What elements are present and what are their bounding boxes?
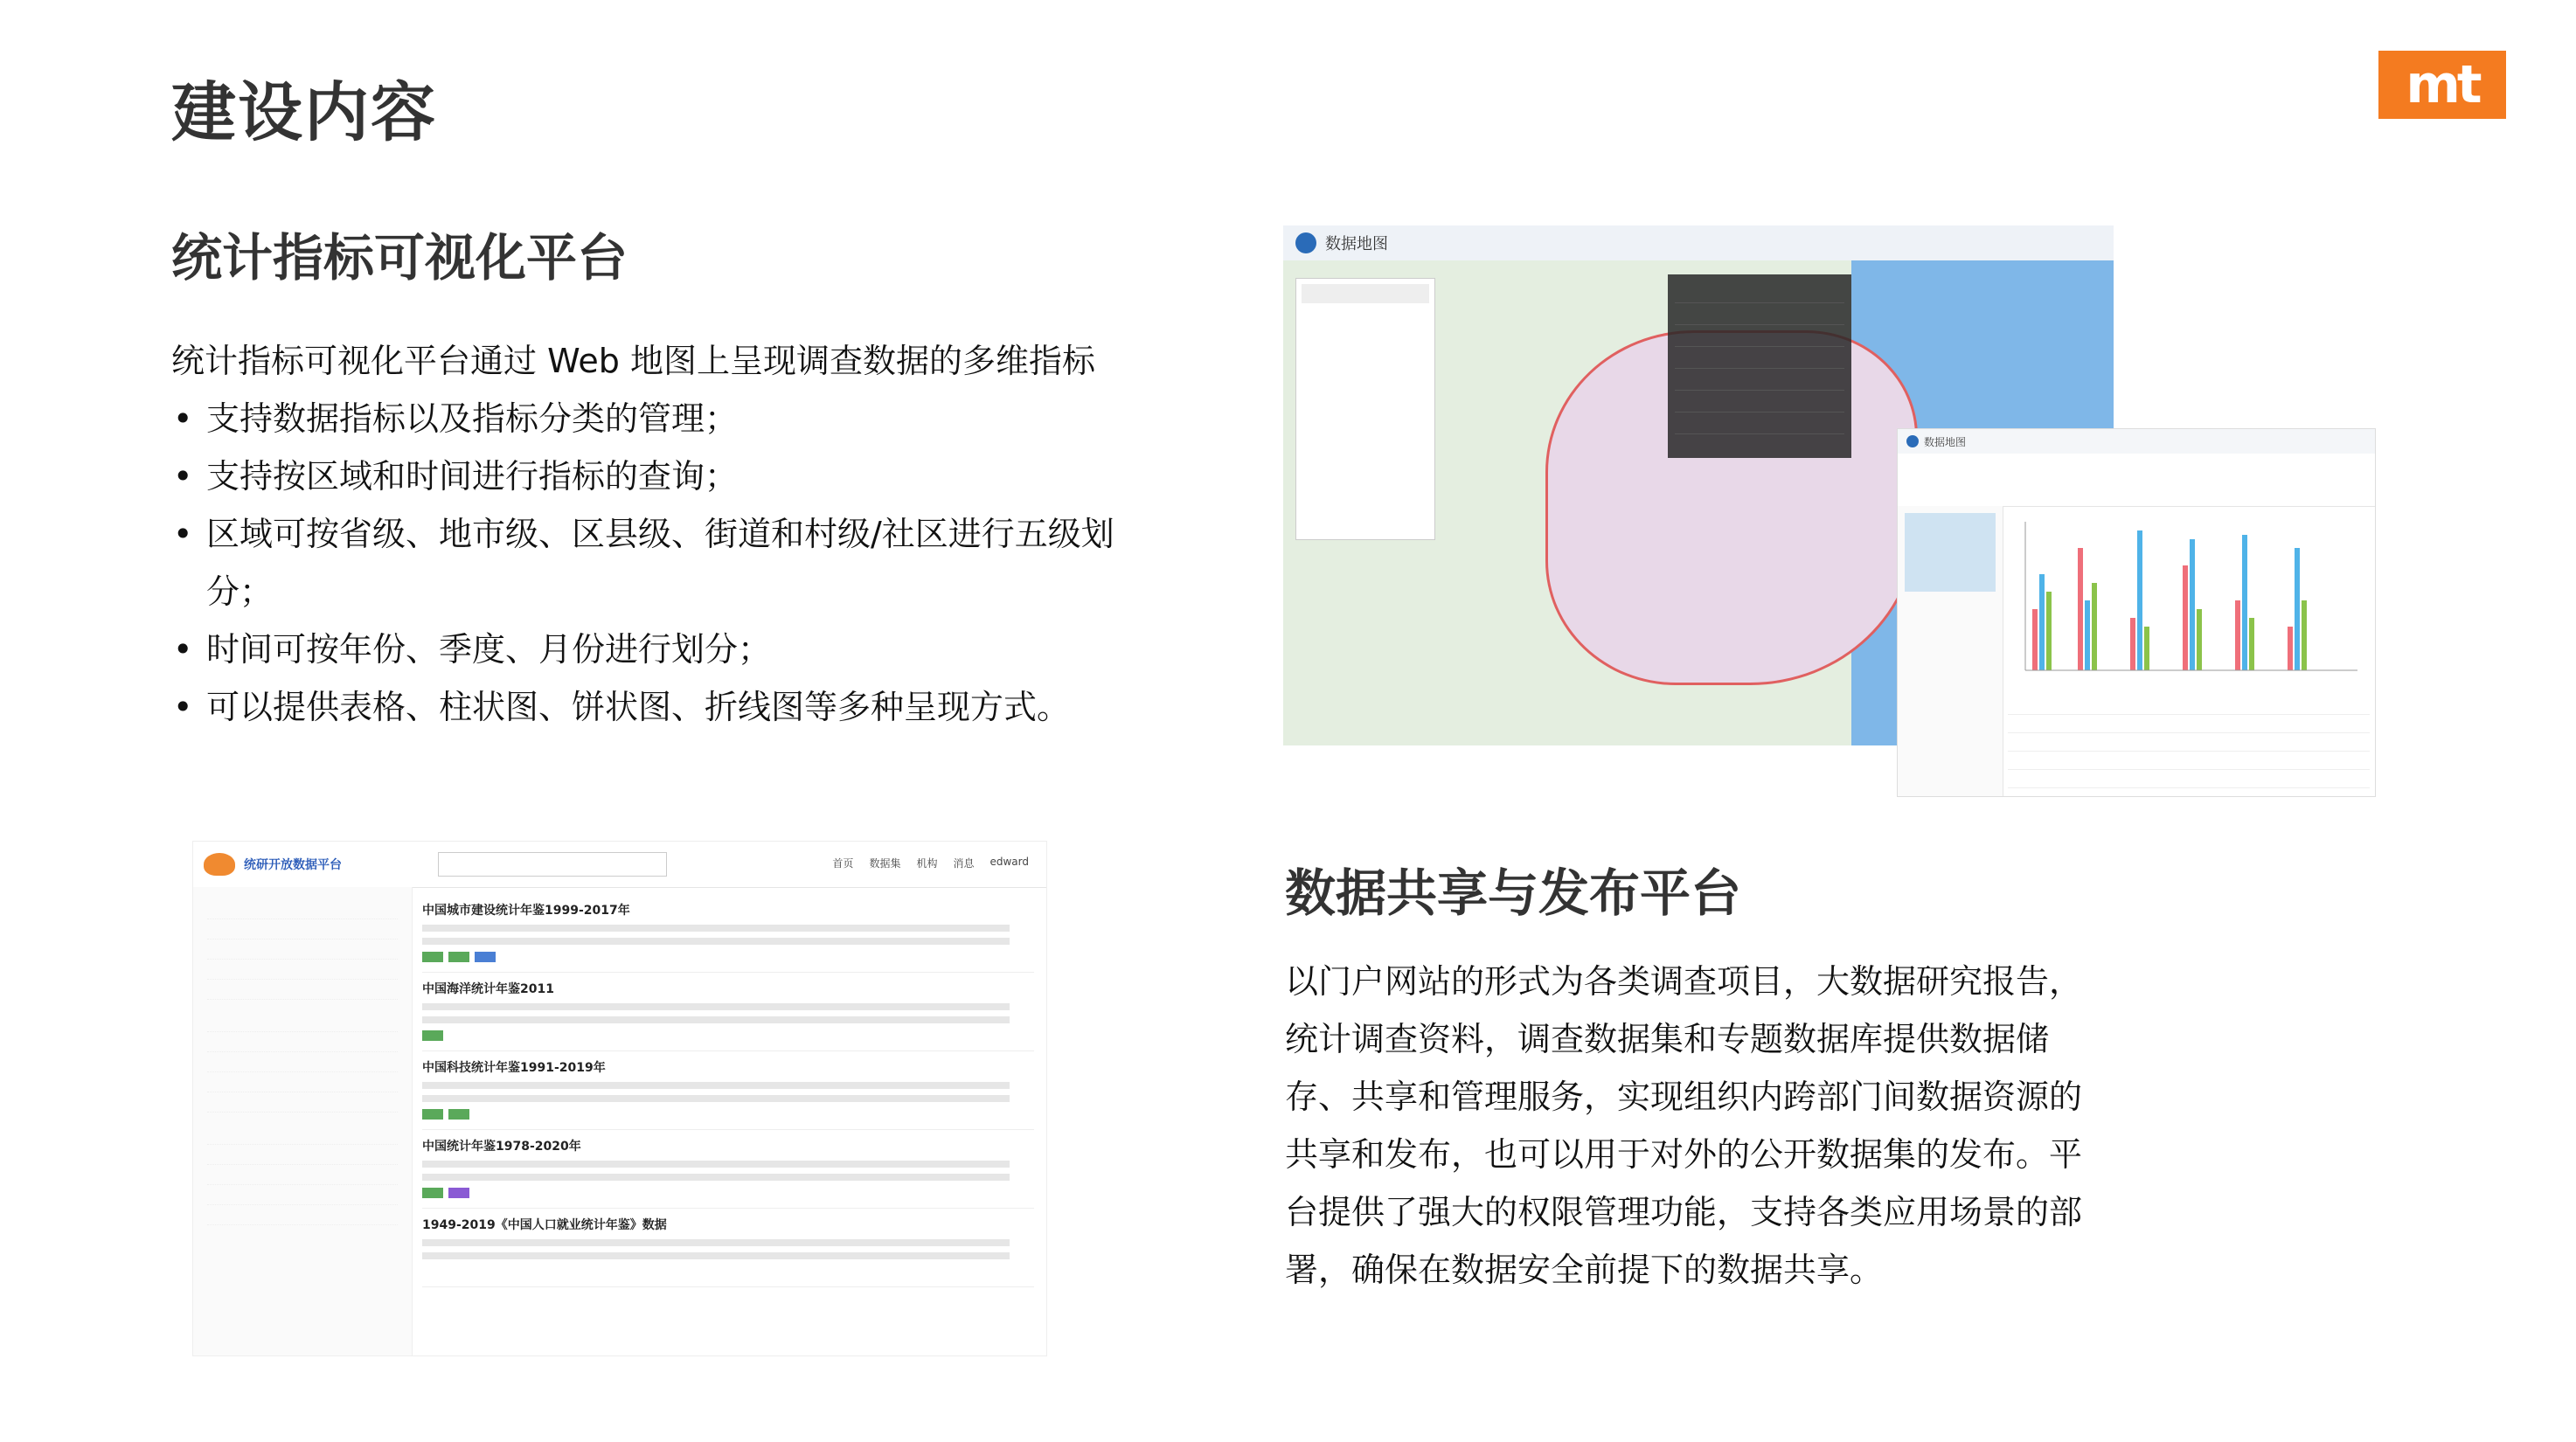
chart-header-title: 数据地图 xyxy=(1924,435,1967,448)
section-heading-visualization: 统计指标可视化平台 xyxy=(171,228,628,288)
filter-row[interactable] xyxy=(207,1012,398,1032)
table-row xyxy=(2008,770,2370,788)
format-tags xyxy=(422,1030,1034,1041)
portal-screenshot xyxy=(192,841,1047,1356)
list-item[interactable] xyxy=(422,1209,1034,1287)
text-line xyxy=(422,1252,1010,1259)
panel-row xyxy=(1302,419,1429,438)
filter-row[interactable] xyxy=(207,1125,398,1145)
table-row xyxy=(2008,752,2370,770)
bar-group xyxy=(2032,530,2307,670)
text-line xyxy=(422,1174,1010,1181)
filter-row[interactable] xyxy=(207,980,398,1000)
panel-row xyxy=(1302,457,1429,476)
cloud-logo-icon xyxy=(204,853,235,876)
chart-header xyxy=(1898,429,2375,454)
tag xyxy=(422,1030,443,1041)
filter-row[interactable] xyxy=(207,1092,398,1113)
mini-map xyxy=(1905,513,1996,592)
filter-row[interactable] xyxy=(207,1032,398,1052)
brand-logo: mt xyxy=(2378,51,2506,119)
bar xyxy=(2242,535,2247,670)
nav-home[interactable]: 首页 xyxy=(832,857,854,870)
bar xyxy=(2183,565,2188,670)
bar xyxy=(2190,539,2195,670)
bar xyxy=(2235,600,2240,670)
list-item[interactable] xyxy=(422,1051,1034,1130)
panel-row xyxy=(1302,322,1429,342)
tag xyxy=(448,952,469,962)
filter-row[interactable] xyxy=(207,899,398,919)
chart-data-table xyxy=(2008,697,2370,788)
tag xyxy=(422,952,443,962)
table-row xyxy=(2008,715,2370,733)
bar xyxy=(2137,530,2142,670)
bar xyxy=(2197,609,2202,670)
section-sharing-text: 以门户网站的形式为各类调查项目，大数据研究报告，统计调查资料，调查数据集和专题数据库提供数据储存、共享和管理服务，实现组织内跨部门间数据资源的共享和发布，也可以用于对外的公开数据集的发布。平台提供了强大的权限管理功能，支持各类应用场景的部署，确保在数据安全前提下的数据共享。 xyxy=(1285,962,2083,1289)
bar xyxy=(2039,574,2045,670)
bar xyxy=(2144,627,2149,670)
chart-screenshot xyxy=(1897,428,2376,797)
nav-messages[interactable]: 消息 xyxy=(953,857,975,870)
text-line xyxy=(422,925,1010,932)
filter-group xyxy=(207,1012,398,1113)
table-row xyxy=(2008,697,2370,715)
feature-item: • 时间可按年份、季度、月份进行划分； xyxy=(171,620,1115,678)
bar xyxy=(2302,600,2307,670)
tag xyxy=(448,1188,469,1198)
popup-row xyxy=(1675,412,1844,434)
popup-row xyxy=(1675,303,1844,325)
chart-filter-bar xyxy=(1898,454,2375,507)
popup-row xyxy=(1675,347,1844,369)
list-item[interactable] xyxy=(422,1130,1034,1209)
portal-dataset-list xyxy=(422,894,1034,1287)
portal-site-name: 统研开放数据平台 xyxy=(244,858,342,872)
filter-row[interactable] xyxy=(207,1145,398,1165)
tag xyxy=(422,1109,443,1120)
bar xyxy=(2288,627,2293,670)
portal-header xyxy=(193,842,1046,888)
popup-row xyxy=(1675,391,1844,412)
filter-row[interactable] xyxy=(207,1165,398,1185)
indicator-tree-panel xyxy=(1295,278,1435,540)
panel-row xyxy=(1302,303,1429,322)
globe-icon xyxy=(1295,232,1316,253)
bar xyxy=(2078,548,2083,670)
dataset-title[interactable]: 中国统计年鉴1978-2020年 xyxy=(422,1140,581,1154)
format-tags xyxy=(422,952,1034,962)
text-line xyxy=(422,938,1010,945)
text-line xyxy=(422,1239,1010,1246)
bar xyxy=(2085,600,2090,670)
nav-datasets[interactable]: 数据集 xyxy=(869,857,901,870)
filter-group xyxy=(207,899,398,1000)
popup-row xyxy=(1675,281,1844,303)
dataset-title[interactable]: 中国城市建设统计年鉴1999-2017年 xyxy=(422,904,630,918)
filter-group xyxy=(207,1125,398,1225)
text-line xyxy=(422,1095,1010,1102)
section-intro: 统计指标可视化平台通过 Web 地图上呈现调查数据的多维指标 xyxy=(171,342,1096,380)
tag xyxy=(475,952,496,962)
map-header xyxy=(1283,225,2114,260)
page-title: 建设内容 xyxy=(171,75,437,150)
panel-row xyxy=(1302,361,1429,380)
popup-row xyxy=(1675,369,1844,391)
panel-row xyxy=(1302,284,1429,303)
tag xyxy=(422,1188,443,1198)
list-item[interactable] xyxy=(422,973,1034,1051)
portal-nav xyxy=(832,856,1029,870)
panel-row xyxy=(1302,342,1429,361)
filter-row[interactable] xyxy=(207,939,398,960)
filter-row[interactable] xyxy=(207,1052,398,1072)
bar xyxy=(2046,592,2052,670)
bar-chart-thumbnail xyxy=(2008,513,2366,688)
dataset-title[interactable]: 中国科技统计年鉴1991-2019年 xyxy=(422,1061,606,1075)
panel-row xyxy=(1302,380,1429,399)
list-item[interactable] xyxy=(422,894,1034,973)
text-line xyxy=(422,1161,1010,1168)
filter-row[interactable] xyxy=(207,960,398,980)
section-heading-sharing: 数据共享与发布平台 xyxy=(1285,863,1742,923)
tag xyxy=(448,1109,469,1120)
format-tags xyxy=(422,1109,1034,1120)
bar xyxy=(2092,583,2097,670)
panel-row xyxy=(1302,438,1429,457)
section-visualization-text xyxy=(171,332,1115,736)
globe-icon xyxy=(1906,435,1919,447)
table-row xyxy=(2008,733,2370,752)
nav-org[interactable]: 机构 xyxy=(916,857,938,870)
format-tags xyxy=(422,1188,1034,1198)
feature-item: • 区域可按省级、地市级、区县级、街道和村级/社区进行五级划分； xyxy=(171,505,1115,620)
feature-item: • 可以提供表格、柱状图、饼状图、折线图等多种呈现方式。 xyxy=(171,678,1115,736)
filter-row[interactable] xyxy=(207,1185,398,1205)
text-line xyxy=(422,1016,1010,1023)
dataset-title[interactable]: 中国海洋统计年鉴2011 xyxy=(422,982,554,996)
text-line xyxy=(422,1082,1010,1089)
map-info-popup xyxy=(1668,274,1851,458)
portal-filter-sidebar xyxy=(193,887,413,1355)
popup-row xyxy=(1675,325,1844,347)
bar xyxy=(2249,618,2254,670)
panel-row xyxy=(1302,399,1429,419)
map-header-title: 数据地图 xyxy=(1325,235,1388,253)
filter-row[interactable] xyxy=(207,1072,398,1092)
portal-search-input[interactable] xyxy=(438,852,667,877)
bar xyxy=(2130,618,2135,670)
filter-row[interactable] xyxy=(207,919,398,939)
chart-side-panel xyxy=(1898,506,2003,796)
filter-row[interactable] xyxy=(207,1205,398,1225)
text-line xyxy=(422,1003,1010,1010)
feature-list xyxy=(171,390,1115,736)
nav-user[interactable]: edward xyxy=(989,856,1029,868)
feature-item: • 支持数据指标以及指标分类的管理； xyxy=(171,390,1115,447)
bar xyxy=(2295,548,2300,670)
bar xyxy=(2032,609,2038,670)
dataset-title[interactable]: 1949-2019《中国人口就业统计年鉴》数据 xyxy=(422,1218,667,1232)
feature-item: • 支持按区域和时间进行指标的查询； xyxy=(171,447,1115,505)
